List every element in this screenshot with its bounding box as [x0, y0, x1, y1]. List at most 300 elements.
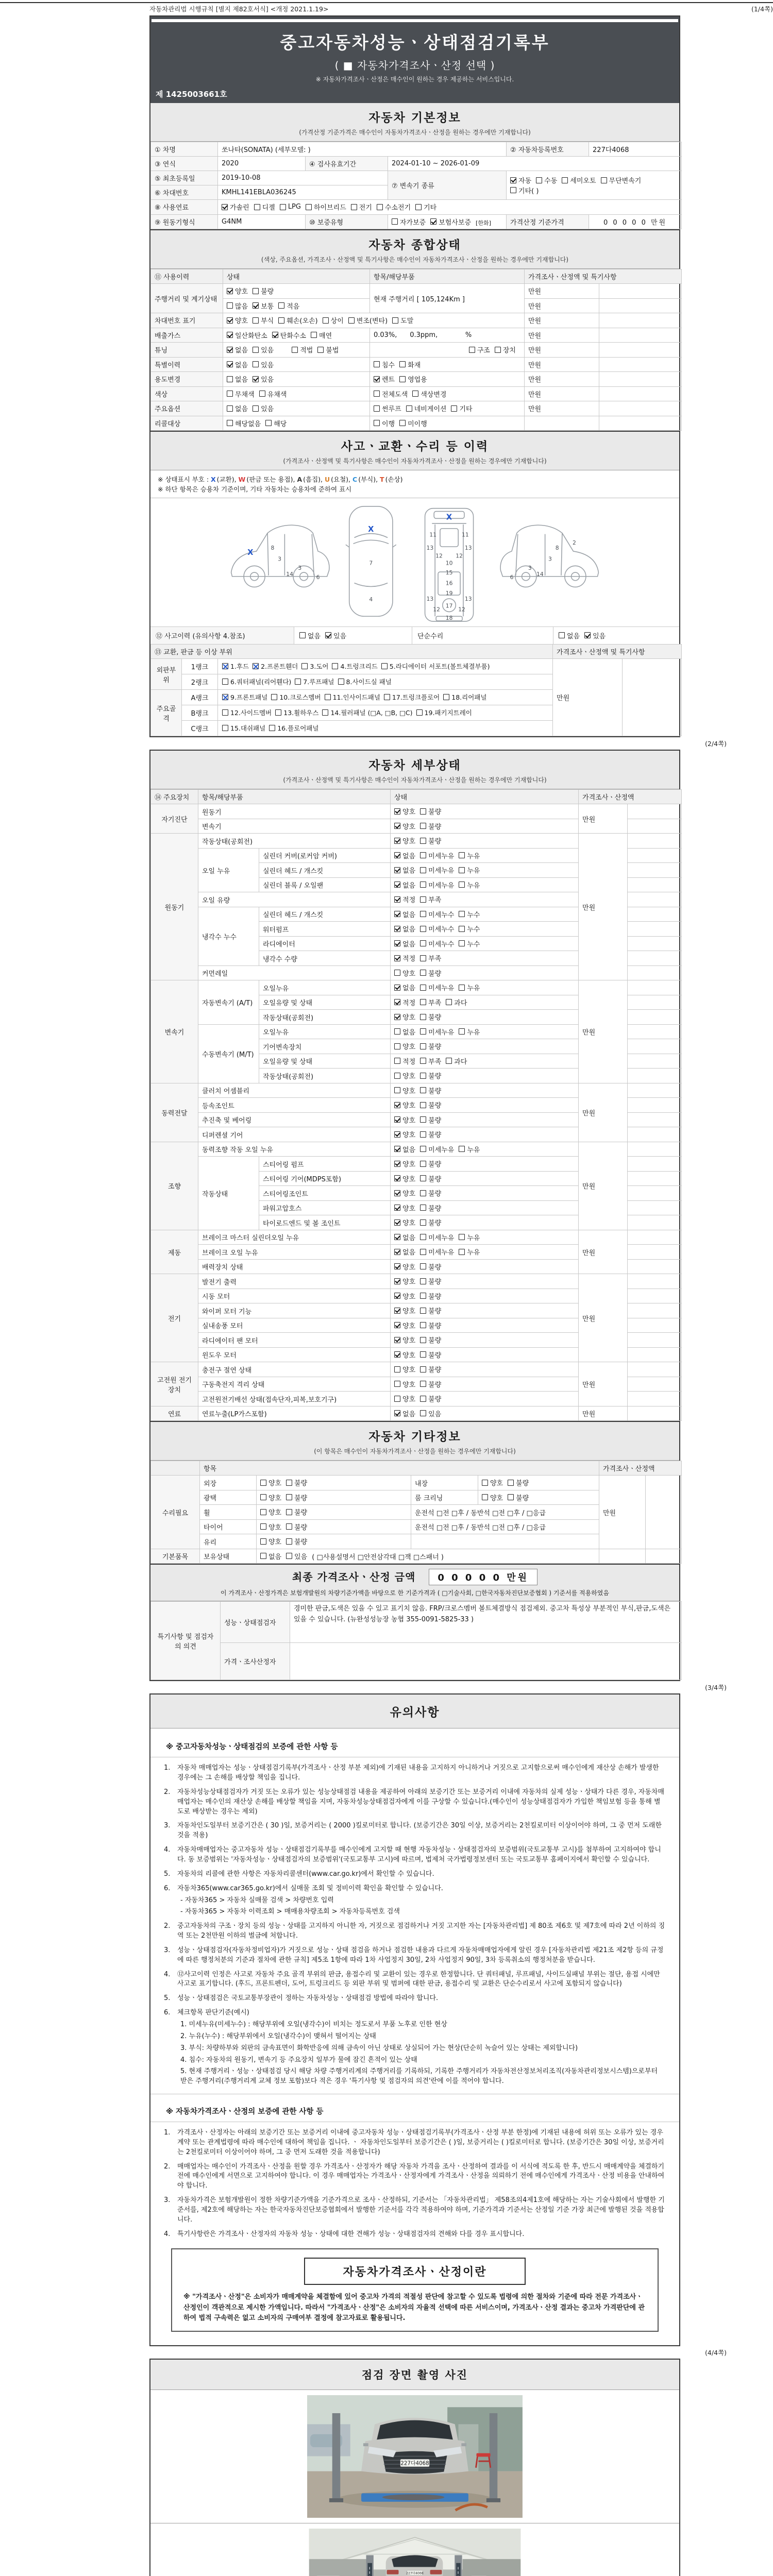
- checkbox-option[interactable]: [420, 865, 454, 875]
- checkbox-icon: [420, 1234, 426, 1240]
- device-group-label: 변속기: [151, 980, 198, 1083]
- checkbox-option[interactable]: [459, 880, 480, 890]
- checkbox-option[interactable]: [394, 1350, 415, 1360]
- checkbox-option[interactable]: [420, 880, 454, 890]
- checkbox-option[interactable]: [420, 1364, 441, 1374]
- checkbox-option[interactable]: [420, 1291, 441, 1301]
- checkbox-option[interactable]: [222, 202, 249, 212]
- checkbox-option[interactable]: [394, 997, 415, 1007]
- checkbox-option[interactable]: [420, 1144, 454, 1154]
- transmission-options: [507, 171, 682, 200]
- checkbox-option[interactable]: [286, 1536, 307, 1546]
- checkbox-option[interactable]: [420, 1232, 454, 1242]
- price-cell: 만원: [525, 372, 599, 387]
- checkbox-option[interactable]: [446, 997, 467, 1007]
- notice-item-text: 자동차가격은 보험개발원이 정한 차량기준가액을 기준가격으로 조사ㆍ산정하되, 기준서는 「자동차관리법」 제58조의4제1호에 해당하는 자는 기술사회에서 발행한 기준서를, 제2호에 해당하는 자는 한국자동차진단보증협회에서 발행한 기준서를 각각 적용하여야 하며, 기준가격과 기준서는 산정일 기준 가장 최근에 발행된 것을 적용합니다.: [177, 2196, 665, 2224]
- checkbox-option[interactable]: [562, 175, 596, 185]
- checkbox-option[interactable]: [420, 1086, 441, 1095]
- option-label: 색상변경: [421, 391, 447, 399]
- checkbox-option[interactable]: [394, 1012, 415, 1022]
- checkbox-option[interactable]: [394, 1262, 415, 1272]
- part-state-options: [391, 1039, 579, 1054]
- checkbox-option[interactable]: [253, 403, 274, 413]
- option-label: 불량: [516, 1480, 529, 1488]
- checkbox-option[interactable]: [420, 806, 441, 816]
- checkbox-option[interactable]: [227, 403, 248, 413]
- room-cleaning-options: [478, 1490, 599, 1505]
- checkbox-option[interactable]: [278, 315, 317, 325]
- notice-item-text: 자동차매매업자는 중고자동차 성능ㆍ상태점검기록부를 매수인에게 고지할 때 현행 자동차성능ㆍ상태점검자의 보증범위(국토교통부 고시)를 첨부하여 고지하여야 합니다. 동 보증범위는 '자동차성능ㆍ상태점검자의 보증범위'(국토교통부 고시)에 따르며, 법제처 국가법령정보센터 또는 국토교통부 홈페이지에서 확인할 수 있습니다.: [177, 1846, 661, 1863]
- checkbox-option[interactable]: [222, 662, 249, 671]
- checkbox-option[interactable]: [253, 662, 298, 671]
- checkbox-option[interactable]: [306, 202, 346, 212]
- checkbox-option[interactable]: [430, 217, 471, 227]
- col-detail-price: 가격조사ㆍ산정액: [579, 790, 682, 804]
- checkbox-option[interactable]: [420, 1071, 441, 1080]
- checkbox-option[interactable]: [286, 1493, 307, 1502]
- checkbox-option[interactable]: [325, 692, 380, 702]
- checkbox-option[interactable]: [420, 1379, 441, 1389]
- checkbox-option[interactable]: [286, 1551, 307, 1561]
- notice-item: [164, 1994, 666, 2004]
- detail-remark-cell: [628, 907, 682, 922]
- checkbox-option[interactable]: [299, 631, 321, 640]
- checkbox-option[interactable]: [420, 924, 454, 934]
- checkbox-option[interactable]: [253, 374, 274, 384]
- checkbox-option[interactable]: [495, 345, 516, 354]
- checkbox-option[interactable]: [253, 315, 274, 325]
- part-label: 실린더 헤드 / 개스킷: [259, 863, 391, 878]
- checkbox-icon: [459, 1028, 465, 1035]
- checkbox-option[interactable]: [227, 315, 248, 325]
- checkbox-option[interactable]: [420, 982, 454, 992]
- checkbox-icon: [584, 632, 591, 638]
- checkbox-option[interactable]: [459, 939, 480, 948]
- detail-row: [151, 1362, 682, 1377]
- checkbox-option[interactable]: [351, 202, 372, 212]
- checkbox-option[interactable]: [394, 939, 415, 948]
- state-cell: [223, 416, 370, 431]
- definition-box-text: ※ "가격조사ㆍ산정"은 소비자가 매매계약을 체결함에 있어 중고차 가격의 적절성 판단에 참고할 수 있도록 법령에 의한 절차와 기준에 따라 전문 가격조사ㆍ산정인이 객관적으로 제시한 가액입니다. 따라서 "가격조사ㆍ산정"은 소비자의 자율적 선택에 따른 서비스이며, 가격조사ㆍ산정 결과는 중고차 가격판단에 관하여 법적 구속력은 없고 소비자의 구매여부 결정에 참고자료로 활용됩니다.: [183, 2293, 645, 2322]
- checkbox-option[interactable]: [394, 1027, 415, 1037]
- detail-remark-cell: [628, 1303, 682, 1318]
- checkbox-option[interactable]: [420, 1041, 441, 1051]
- checkbox-icon: [394, 867, 400, 873]
- checkbox-option[interactable]: [482, 1478, 503, 1487]
- checkbox-option[interactable]: [394, 1217, 415, 1227]
- checkbox-option[interactable]: [394, 851, 415, 860]
- diagram-panel-number: 13: [464, 544, 472, 551]
- table-row: [151, 157, 682, 171]
- checkbox-option[interactable]: [286, 1522, 307, 1532]
- checkbox-option[interactable]: [399, 360, 421, 369]
- checkbox-option[interactable]: [459, 1247, 480, 1257]
- option-label: 양호: [402, 1322, 416, 1330]
- checkbox-option[interactable]: [394, 1041, 415, 1051]
- checkbox-option[interactable]: [459, 1144, 480, 1154]
- checkbox-option[interactable]: [420, 1409, 441, 1418]
- notice-item-number: 4.: [164, 1846, 171, 1854]
- checkbox-option[interactable]: [482, 1493, 503, 1502]
- option-label: 양호: [402, 1043, 416, 1052]
- checkbox-option[interactable]: [394, 968, 415, 978]
- checkbox-option[interactable]: [601, 175, 642, 185]
- checkbox-option[interactable]: [394, 1174, 415, 1183]
- checkbox-option[interactable]: [394, 1306, 415, 1315]
- checkbox-option[interactable]: [420, 1188, 441, 1198]
- checkbox-option[interactable]: [394, 1144, 415, 1154]
- detail-remark-cell: [628, 1200, 682, 1215]
- checkbox-option[interactable]: [222, 692, 267, 702]
- checkbox-option[interactable]: [510, 185, 539, 195]
- checkbox-option[interactable]: [332, 662, 377, 671]
- detail-remark-cell: [628, 1142, 682, 1157]
- notice-item-number: 5.: [164, 1870, 171, 1878]
- checkbox-icon: [420, 1028, 426, 1035]
- checkbox-option[interactable]: [227, 389, 255, 399]
- checkbox-option[interactable]: [420, 1350, 441, 1360]
- checkbox-option[interactable]: [394, 1247, 415, 1257]
- checkbox-option[interactable]: [420, 1056, 441, 1066]
- checkbox-option[interactable]: [260, 1507, 281, 1517]
- part-state-options: [391, 1142, 579, 1157]
- checkbox-option[interactable]: [510, 175, 531, 185]
- checkbox-icon: [394, 999, 400, 1005]
- checkbox-option[interactable]: [420, 1115, 441, 1125]
- item-part-cell: [370, 357, 525, 372]
- checkbox-icon: [286, 1494, 292, 1500]
- checkbox-option[interactable]: [420, 1394, 441, 1403]
- checkbox-option[interactable]: [459, 924, 480, 934]
- checkbox-option[interactable]: [381, 662, 490, 671]
- checkbox-option[interactable]: [394, 836, 415, 845]
- remark-cell: [599, 357, 682, 372]
- remark-cell: [599, 386, 682, 401]
- part-state-options: [391, 1186, 579, 1201]
- checkbox-option[interactable]: [420, 939, 454, 948]
- checkbox-option[interactable]: [394, 880, 415, 890]
- detail-remark-cell: [628, 1215, 682, 1230]
- checkbox-option[interactable]: [253, 360, 274, 369]
- panel-items: [218, 705, 553, 721]
- checkbox-option[interactable]: [260, 1522, 281, 1532]
- part-state-options: [391, 1377, 579, 1392]
- checkbox-option[interactable]: [394, 909, 415, 919]
- basic-items-label: 기본품목: [151, 1549, 200, 1564]
- detail-row: [151, 804, 682, 819]
- checkbox-option[interactable]: [265, 418, 287, 428]
- checkbox-option[interactable]: [416, 708, 472, 717]
- notice-item-number: 2.: [164, 1922, 171, 1930]
- checkbox-option[interactable]: [394, 1276, 415, 1286]
- checkbox-option[interactable]: [420, 1247, 454, 1257]
- checkbox-option[interactable]: [286, 1507, 307, 1517]
- checkbox-option[interactable]: [394, 865, 415, 875]
- checkbox-icon: [420, 1116, 426, 1123]
- checkbox-option[interactable]: [420, 1335, 441, 1345]
- checkbox-option[interactable]: [394, 982, 415, 992]
- checkbox-option[interactable]: [394, 1100, 415, 1110]
- detail-remark-cell: [628, 1245, 682, 1260]
- checkbox-option[interactable]: [254, 202, 275, 212]
- checkbox-icon: [394, 1205, 400, 1211]
- checkbox-option[interactable]: [420, 1203, 441, 1213]
- checkbox-option[interactable]: [420, 851, 454, 860]
- checkbox-option[interactable]: [222, 708, 272, 717]
- checkbox-option[interactable]: [399, 374, 427, 384]
- checkbox-option[interactable]: [584, 631, 606, 640]
- checkbox-option[interactable]: [420, 1012, 441, 1022]
- checkbox-option[interactable]: [260, 1493, 281, 1502]
- document-number: 제 1425003661호: [156, 90, 227, 99]
- checkbox-icon: [394, 1116, 400, 1123]
- checkbox-option[interactable]: [260, 1536, 281, 1546]
- part-label: 실린더 블록 / 오일팬: [259, 877, 391, 892]
- checkbox-option[interactable]: [374, 374, 395, 384]
- device-group-label: 조향: [151, 1142, 198, 1230]
- checkbox-option[interactable]: [295, 677, 334, 686]
- checkbox-option[interactable]: [394, 1056, 415, 1066]
- checkbox-option[interactable]: [394, 1232, 415, 1242]
- checkbox-option[interactable]: [394, 1335, 415, 1345]
- checkbox-option[interactable]: [420, 1100, 441, 1110]
- checkbox-option[interactable]: [227, 418, 261, 428]
- option-label: 렌트: [382, 376, 395, 384]
- checkbox-option[interactable]: [420, 1027, 454, 1037]
- checkbox-icon: [374, 376, 380, 382]
- checkbox-icon: [338, 679, 344, 685]
- option-label: 적법: [300, 347, 313, 354]
- checkbox-option[interactable]: [392, 217, 426, 227]
- checkbox-option[interactable]: [374, 418, 395, 428]
- checkbox-icon: [260, 1523, 266, 1530]
- checkbox-icon: [562, 177, 568, 183]
- checkbox-option[interactable]: [280, 203, 301, 211]
- checkbox-option[interactable]: [415, 202, 436, 212]
- option-label: 없음: [402, 867, 416, 875]
- checkbox-option[interactable]: [227, 360, 248, 369]
- checkbox-option[interactable]: [420, 1129, 441, 1139]
- checkbox-option[interactable]: [374, 403, 401, 413]
- checkbox-option[interactable]: [420, 968, 441, 978]
- blank-header: [151, 1461, 200, 1476]
- checkbox-option[interactable]: [269, 723, 318, 733]
- checkbox-option[interactable]: [222, 723, 265, 733]
- checkbox-option[interactable]: [420, 894, 441, 904]
- checkbox-option[interactable]: [322, 708, 412, 717]
- option-label: 양호: [402, 1381, 416, 1389]
- comp-row: [151, 416, 682, 431]
- checkbox-option[interactable]: [394, 821, 415, 831]
- checkbox-icon: [394, 926, 400, 932]
- checkbox-icon: [227, 361, 233, 367]
- checkbox-option[interactable]: [394, 1188, 415, 1198]
- group-price-cell: 만원: [579, 1362, 628, 1406]
- remark-cell: [599, 284, 682, 299]
- checkbox-option[interactable]: [253, 286, 274, 296]
- item-part-cell: [370, 386, 525, 401]
- checkbox-option[interactable]: [394, 1394, 415, 1403]
- checkbox-option[interactable]: [317, 345, 339, 354]
- room-cleaning-label: 룸 크리닝: [411, 1490, 478, 1505]
- checkbox-option[interactable]: [559, 631, 580, 640]
- diagram-panel-number: 4: [369, 596, 373, 603]
- checkbox-option[interactable]: [451, 403, 472, 413]
- polish-options: [257, 1490, 411, 1505]
- checkbox-option[interactable]: [227, 345, 248, 354]
- checkbox-option[interactable]: [377, 202, 411, 212]
- checkbox-icon: [420, 1396, 426, 1402]
- checkbox-option[interactable]: [394, 924, 415, 934]
- checkbox-option[interactable]: [253, 301, 274, 311]
- diagram-panel-number: 8: [271, 544, 275, 551]
- checkbox-option[interactable]: [392, 315, 413, 325]
- notice-item-number: 4.: [164, 1970, 171, 1978]
- sub-group-label: 수동변속기 (M/T): [198, 1024, 259, 1083]
- checkbox-option[interactable]: [301, 662, 328, 671]
- checkbox-icon: [377, 204, 383, 210]
- checkbox-option[interactable]: [260, 1551, 281, 1561]
- option-label: 양호: [402, 970, 416, 978]
- checkbox-icon: [394, 1234, 400, 1240]
- option-label: 불량: [428, 1293, 442, 1301]
- checkbox-icon: [420, 1366, 426, 1372]
- checkbox-option[interactable]: [348, 315, 388, 325]
- checkbox-option[interactable]: [278, 301, 299, 311]
- checkbox-option[interactable]: [286, 1478, 307, 1487]
- checkbox-option[interactable]: [459, 865, 480, 875]
- checkbox-option[interactable]: [394, 1409, 415, 1418]
- checkbox-option[interactable]: [420, 953, 441, 963]
- checkbox-option[interactable]: [272, 330, 306, 340]
- final-price-band: [150, 1564, 679, 1601]
- checkbox-option[interactable]: [374, 360, 395, 369]
- checkbox-icon: [286, 1509, 292, 1515]
- checkbox-option[interactable]: [394, 1291, 415, 1301]
- checkbox-option[interactable]: [420, 909, 454, 919]
- checkbox-option[interactable]: [394, 1071, 415, 1080]
- checkbox-option[interactable]: [394, 1129, 415, 1139]
- checkbox-option[interactable]: [325, 631, 346, 640]
- checkbox-option[interactable]: [394, 894, 415, 904]
- checkbox-icon: [322, 709, 328, 716]
- checkbox-option[interactable]: [227, 330, 267, 340]
- option-label: 미세누유: [428, 1249, 455, 1257]
- checkbox-option[interactable]: [459, 1232, 480, 1242]
- checkbox-option[interactable]: [384, 692, 440, 702]
- option-label: 6.쿼터패널(리어휀다): [230, 678, 292, 686]
- checkbox-option[interactable]: [459, 851, 480, 860]
- checkbox-option[interactable]: [508, 1493, 529, 1502]
- option-label: 8.사이드실 패널: [346, 678, 392, 686]
- option-label: 있음: [294, 1553, 308, 1561]
- checkbox-option[interactable]: [222, 677, 291, 686]
- checkbox-option[interactable]: [394, 1379, 415, 1389]
- checkbox-option[interactable]: [420, 1262, 441, 1272]
- checkbox-icon: [459, 1249, 465, 1255]
- checkbox-option[interactable]: [394, 1086, 415, 1095]
- checkbox-icon: [446, 1058, 452, 1064]
- option-label: 미세누수: [428, 940, 455, 948]
- checkbox-option[interactable]: [394, 806, 415, 816]
- checkbox-option[interactable]: [420, 836, 441, 845]
- usage-history-label: 튜닝: [151, 343, 223, 358]
- option-label: 해당없음: [235, 420, 261, 428]
- checkbox-option[interactable]: [374, 389, 408, 399]
- checkbox-option[interactable]: [271, 692, 321, 702]
- checkbox-option[interactable]: [420, 1217, 441, 1227]
- checkbox-icon: [222, 709, 228, 716]
- checkbox-icon: [420, 1014, 426, 1020]
- checkbox-option[interactable]: [394, 1115, 415, 1125]
- checkbox-option[interactable]: [227, 301, 248, 311]
- option-label: 없음: [307, 632, 321, 640]
- checkbox-option[interactable]: [420, 1174, 441, 1183]
- item-part-cell: [370, 343, 525, 358]
- checkbox-option[interactable]: [420, 821, 441, 831]
- checkbox-option[interactable]: [260, 1478, 281, 1487]
- checkbox-option[interactable]: [508, 1478, 529, 1487]
- diagram-panel-number: 13: [426, 544, 434, 551]
- option-label: 미세누유: [428, 852, 455, 860]
- checkbox-option[interactable]: [394, 953, 415, 963]
- diagram-x-mark: X: [446, 513, 452, 521]
- checkbox-option[interactable]: [394, 1203, 415, 1213]
- checkbox-option[interactable]: [412, 389, 446, 399]
- col-usage-history: ⑪ 사용이력: [151, 269, 223, 284]
- checkbox-option[interactable]: [459, 982, 480, 992]
- checkbox-option[interactable]: [227, 286, 248, 296]
- checkbox-option[interactable]: [420, 1276, 441, 1286]
- checkbox-option[interactable]: [420, 1159, 441, 1168]
- checkbox-option[interactable]: [394, 1320, 415, 1330]
- checkbox-option[interactable]: [443, 692, 486, 702]
- device-group-label: 전기: [151, 1274, 198, 1362]
- checkbox-option[interactable]: [446, 1056, 467, 1066]
- checkbox-option[interactable]: [420, 1320, 441, 1330]
- option-label: 불량: [428, 1308, 442, 1316]
- checkbox-icon: [420, 1381, 426, 1387]
- checkbox-option[interactable]: [227, 374, 248, 384]
- checkbox-option[interactable]: [259, 389, 287, 399]
- simple-repair-label: 단순수리: [412, 627, 553, 645]
- part-state-options: [391, 1098, 579, 1113]
- checkbox-option[interactable]: [536, 175, 557, 185]
- checkbox-option[interactable]: [420, 997, 441, 1007]
- comprehensive-subtitle: (색상, 주요옵션, 가격조사ㆍ산정액 및 특기사항은 매수인이 자동차가격조사ㆍ산정을 원하는 경우에만 기재합니다): [261, 256, 569, 263]
- checkbox-icon: [317, 347, 324, 353]
- checkbox-option[interactable]: [459, 1027, 480, 1037]
- checkbox-option[interactable]: [275, 708, 318, 717]
- checkbox-icon: [394, 1308, 400, 1314]
- checkbox-option[interactable]: [406, 403, 447, 413]
- notice-s1-title: ※ 중고자동차성능ㆍ상태점검의 보증에 관한 사항 등: [166, 1743, 338, 1752]
- part-label: 와이퍼 모터 기능: [198, 1303, 391, 1318]
- option-label: 불량: [428, 1351, 442, 1360]
- option-label: 있음: [261, 361, 274, 369]
- checkbox-option[interactable]: [399, 418, 427, 428]
- checkbox-option[interactable]: [420, 1306, 441, 1315]
- checkbox-option[interactable]: [323, 315, 344, 325]
- checkbox-option[interactable]: [253, 345, 274, 354]
- checkbox-option[interactable]: [292, 345, 313, 354]
- checkbox-option[interactable]: [394, 1364, 415, 1374]
- checkbox-option[interactable]: [394, 1159, 415, 1168]
- checkbox-option[interactable]: [459, 909, 480, 919]
- checkbox-option[interactable]: [338, 677, 392, 686]
- checkbox-option[interactable]: [311, 330, 332, 340]
- checkbox-option[interactable]: [469, 345, 490, 354]
